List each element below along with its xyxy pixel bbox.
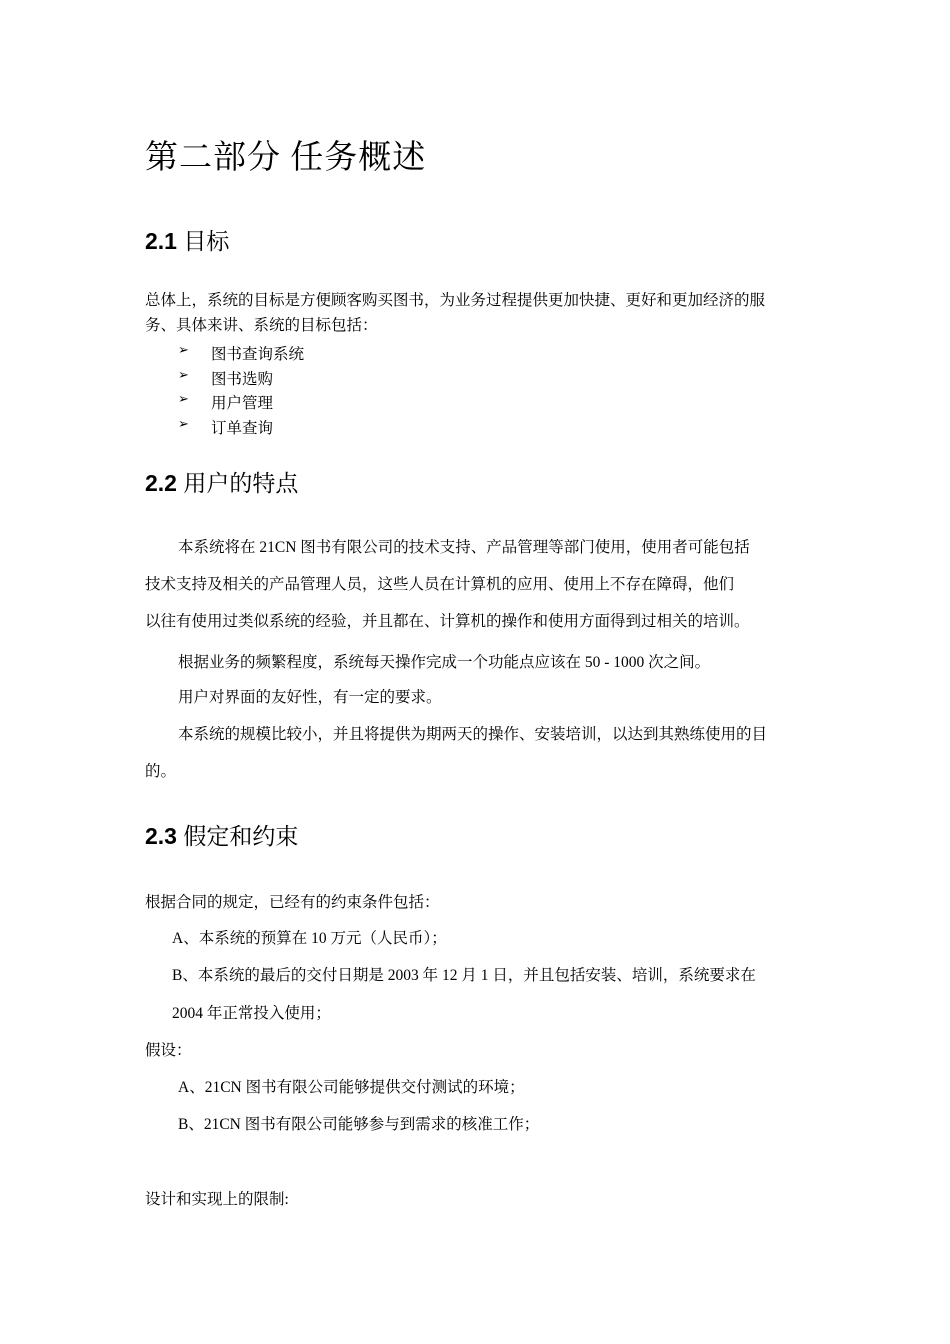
list-item-text: 订单查询 (211, 420, 274, 437)
paragraph-line: 技术支持及相关的产品管理人员，这些人员在计算机的应用、使用上不存在障碍，他们 (145, 576, 735, 593)
assumption-label: 假设： (145, 1042, 192, 1059)
constraint-item: B、本系统的最后的交付日期是 2003 年 12 月 1 日，并且包括安装、培训，系统要求在 (172, 967, 756, 984)
list-item (178, 391, 478, 411)
section-title: 假定和约束 (183, 823, 299, 849)
paragraph-line: 根据合同的规定，已经有的约束条件包括： (145, 894, 440, 911)
section-heading-2-2 (145, 465, 298, 498)
paragraph-line: 用户对界面的友好性，有一定的要求。 (178, 689, 442, 706)
list-item-text: 用户管理 (211, 395, 274, 412)
arrow-bullet-icon: ➢ (178, 416, 189, 431)
assumption-item: A、21CN 图书有限公司能够提供交付测试的环境； (178, 1079, 525, 1096)
constraint-item-continued: 2004 年正常投入使用； (172, 1005, 331, 1022)
paragraph-line: 设计和实现上的限制: (145, 1191, 289, 1208)
section-title: 目标 (183, 228, 230, 254)
section-number: 2.2 (145, 470, 177, 496)
section-number: 2.1 (145, 228, 177, 254)
part-title: 第二部分 任务概述 (145, 140, 427, 176)
section-title: 用户的特点 (183, 470, 299, 496)
paragraph-line: 本系统将在 21CN 图书有限公司的技术支持、产品管理等部门使用，使用者可能包括 (178, 539, 750, 556)
list-item (178, 416, 478, 436)
paragraph-line: 以往有使用过类似系统的经验，并且都在、计算机的操作和使用方面得到过相关的培训。 (145, 613, 750, 630)
list-item (178, 367, 478, 387)
list-item-text: 图书选购 (211, 371, 274, 388)
list-item-text: 图书查询系统 (211, 346, 305, 363)
paragraph-line: 务、具体来讲、系统的目标包括： (145, 317, 378, 334)
paragraph-line: 本系统的规模比较小，并且将提供为期两天的操作、安装培训，以达到其熟练使用的目 (178, 726, 768, 743)
section-heading-2-1 (145, 223, 229, 256)
paragraph-line: 的。 (145, 763, 177, 780)
paragraph-line: 总体上，系统的目标是方便顾客购买图书，为业务过程提供更加快捷、更好和更加经济的服 (145, 292, 766, 309)
arrow-bullet-icon: ➢ (178, 342, 189, 357)
arrow-bullet-icon: ➢ (178, 391, 189, 406)
arrow-bullet-icon: ➢ (178, 367, 189, 382)
constraint-item: A、本系统的预算在 10 万元（人民币）； (172, 930, 447, 947)
assumption-item: B、21CN 图书有限公司能够参与到需求的核准工作； (178, 1116, 540, 1133)
list-item (178, 342, 478, 362)
section-heading-2-3 (145, 818, 298, 851)
paragraph-line: 根据业务的频繁程度，系统每天操作完成一个功能点应该在 50 - 1000 次之间。 (178, 654, 711, 671)
section-number: 2.3 (145, 823, 177, 849)
